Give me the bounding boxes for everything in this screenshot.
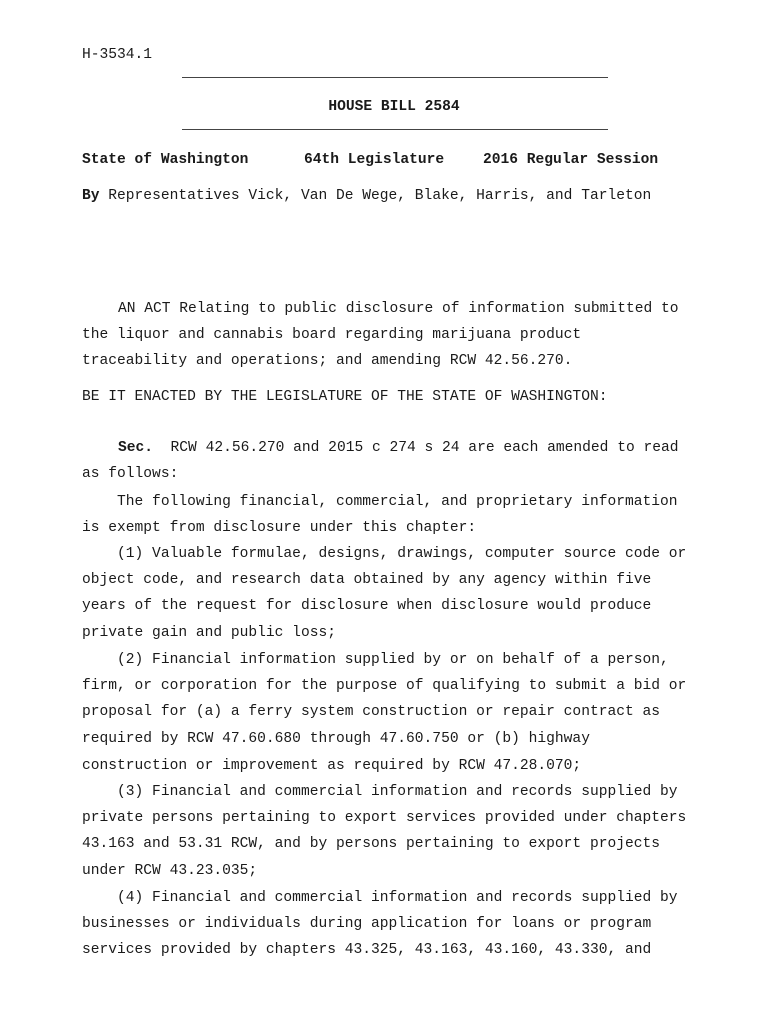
section-label: Sec. [118, 440, 154, 456]
body-line: construction or improvement as required by RCW 47.28.070; [82, 758, 582, 774]
body-line: (3) Financial and commercial information and records supplied by [82, 784, 678, 800]
body-line: under RCW 43.23.035; [82, 863, 258, 879]
session-label: 2016 Regular Session [483, 152, 659, 168]
act-line: traceability and operations; and amending RCW 42.56.270. [82, 353, 573, 369]
enacting-clause: BE IT ENACTED BY THE LEGISLATURE OF THE STATE OF WASHINGTON: [82, 389, 608, 405]
legislature-label: 64th Legislature [304, 152, 445, 168]
title-rule-top [182, 77, 608, 78]
body-line: required by RCW 47.60.680 through 47.60.750 or (b) highway [82, 731, 590, 747]
body-line: object code, and research data obtained by any agency within five [82, 572, 652, 588]
body-line: private gain and public loss; [82, 625, 336, 641]
body-line: (4) Financial and commercial information and records supplied by [82, 890, 678, 906]
body-line: businesses or individuals during application for loans or program [82, 916, 652, 932]
section-amendment-text: RCW 42.56.270 and 2015 c 274 s 24 are each amended to read [153, 440, 679, 456]
body-line: years of the request for disclosure when disclosure would produce [82, 598, 652, 614]
body-line: services provided by chapters 43.325, 43.163, 43.160, 43.330, and [82, 942, 652, 958]
bill-title: HOUSE BILL 2584 [328, 99, 460, 115]
sponsors-text: Representatives Vick, Van De Wege, Blake, Harris, and Tarleton [108, 188, 652, 204]
act-line: AN ACT Relating to public disclosure of information submitted to [118, 301, 679, 317]
act-line: the liquor and cannabis board regarding marijuana product [82, 327, 582, 343]
body-line: is exempt from disclosure under this chapter: [82, 520, 477, 536]
section-heading [118, 439, 679, 457]
body-line: firm, or corporation for the purpose of qualifying to submit a bid or [82, 678, 687, 694]
body-line: private persons pertaining to export services provided under chapters [82, 810, 687, 826]
sponsors-line [82, 187, 651, 205]
body-line: (1) Valuable formulae, designs, drawings, computer source code or [82, 546, 687, 562]
title-rule-bottom [182, 129, 608, 130]
body-line: 43.163 and 53.31 RCW, and by persons pertaining to export projects [82, 836, 661, 852]
by-label: By [82, 188, 100, 204]
body-line: The following financial, commercial, and proprietary information [82, 494, 678, 510]
section-line: as follows: [82, 466, 179, 482]
body-line: (2) Financial information supplied by or on behalf of a person, [82, 652, 669, 668]
document-id: H-3534.1 [82, 47, 153, 63]
state-label: State of Washington [82, 152, 249, 168]
body-line: proposal for (a) a ferry system construction or repair contract as [82, 704, 661, 720]
